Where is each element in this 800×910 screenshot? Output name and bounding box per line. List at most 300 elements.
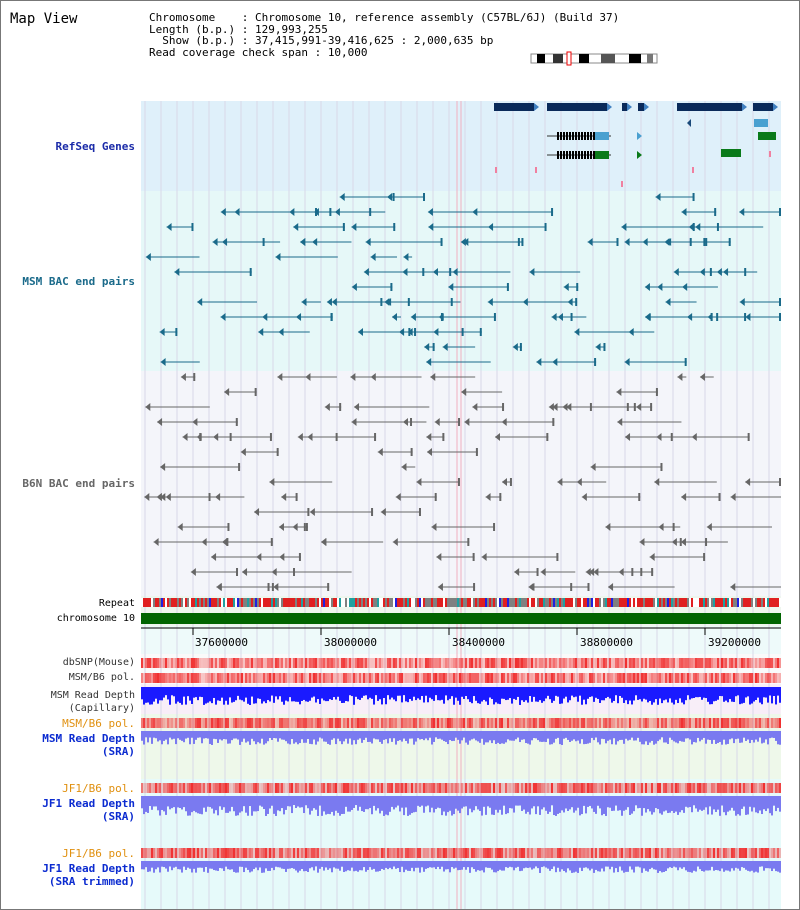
jf1-pol-strip-2 — [697, 848, 699, 858]
jf1-pol-strip-2 — [207, 848, 209, 858]
msm-sra-depth-bar — [711, 731, 713, 744]
dbsnp-strip — [575, 658, 577, 668]
msm-pol-strip — [391, 673, 393, 683]
jf1-trimmed-depth-bar — [399, 861, 401, 872]
dbsnp-strip — [327, 658, 329, 668]
msm-pol-strip — [639, 673, 641, 683]
track-label-chromosome[interactable]: chromosome 10 — [56, 613, 135, 624]
repeat-block — [685, 598, 687, 607]
jf1-pol-strip-2 — [393, 848, 395, 858]
jf1-sra-depth-bar — [641, 796, 643, 816]
msm-pol-strip — [571, 673, 573, 683]
msm-capillary-depth-bar — [147, 687, 149, 703]
msm-sra-pol-strip — [637, 718, 639, 728]
msm-capillary-depth-bar — [263, 687, 265, 701]
track-label-msm-depth-sra[interactable] — [11, 732, 135, 758]
jf1-pol-strip-2 — [293, 848, 295, 858]
repeat-block — [455, 598, 457, 607]
dbsnp-strip — [283, 658, 285, 668]
msm-sra-depth-bar — [613, 731, 615, 738]
repeat-block — [621, 598, 623, 607]
msm-pol-strip — [445, 673, 447, 683]
jf1-trimmed-depth-bar — [143, 861, 145, 869]
repeat-block — [197, 598, 199, 607]
msm-capillary-depth-bar — [755, 687, 757, 700]
jf1-pol-strip-2 — [325, 848, 327, 858]
track-label-msm-b6-pol[interactable]: MSM/B6 pol. — [68, 672, 135, 683]
msm-capillary-depth-bar — [681, 687, 683, 703]
msm-capillary-depth-bar — [153, 687, 155, 702]
msm-sra-pol-strip — [173, 718, 175, 728]
jf1-pol-strip-2 — [593, 848, 595, 858]
jf1-trimmed-depth-bar — [479, 861, 481, 871]
msm-sra-depth-bar — [159, 731, 161, 740]
msm-capillary-depth-bar — [767, 687, 769, 703]
jf1-pol-strip — [581, 783, 583, 793]
jf1-trimmed-depth-bar — [559, 861, 561, 872]
jf1-sra-depth-bar — [531, 796, 533, 808]
jf1-pol-strip-2 — [457, 848, 459, 858]
msm-sra-depth-bar — [215, 731, 217, 739]
jf1-pol-strip — [335, 783, 337, 793]
msm-sra-depth-bar — [153, 731, 155, 738]
jf1-pol-strip — [473, 783, 475, 793]
jf1-pol-strip — [229, 783, 231, 793]
repeat-block — [567, 598, 569, 607]
msm-capillary-depth-bar — [161, 687, 163, 700]
jf1-sra-depth-bar — [445, 796, 447, 816]
msm-capillary-depth-bar — [583, 687, 585, 700]
msm-pol-strip — [469, 673, 471, 683]
jf1-sra-depth-bar — [669, 796, 671, 813]
msm-sra-depth-bar — [279, 731, 281, 738]
jf1-pol-strip — [391, 783, 393, 793]
msm-sra-depth-bar — [247, 731, 249, 741]
msm-pol-strip — [371, 673, 373, 683]
jf1-pol-strip-2 — [387, 848, 389, 858]
jf1-sra-depth-bar — [151, 796, 153, 810]
repeat-block — [319, 598, 321, 607]
jf1-pol-strip-2 — [269, 848, 271, 858]
jf1-pol-strip-2 — [257, 848, 259, 858]
msm-sra-depth-bar — [345, 731, 347, 739]
track-label-msm-bac[interactable]: MSM BAC end pairs — [22, 275, 135, 288]
msm-capillary-depth-bar — [547, 687, 549, 696]
jf1-pol-strip-2 — [583, 848, 585, 858]
jf1-trimmed-depth-bar — [561, 861, 563, 869]
msm-sra-depth-bar — [527, 731, 529, 744]
jf1-pol-strip-2 — [333, 848, 335, 858]
jf1-pol-strip-2 — [673, 848, 675, 858]
dbsnp-strip — [591, 658, 593, 668]
jf1-pol-strip — [535, 783, 537, 793]
dbsnp-strip — [249, 658, 251, 668]
msm-capillary-depth-bar — [467, 687, 469, 699]
jf1-pol-strip-2 — [503, 848, 505, 858]
msm-sra-pol-strip — [361, 718, 363, 728]
repeat-block — [757, 598, 759, 607]
jf1-trimmed-depth-bar — [409, 861, 411, 871]
msm-capillary-depth-bar — [627, 687, 629, 704]
track-label-b6n-bac[interactable]: B6N BAC end pairs — [22, 477, 135, 490]
msm-capillary-depth-bar — [649, 687, 651, 701]
msm-sra-depth-bar — [281, 731, 283, 740]
repeat-block — [239, 598, 241, 607]
track-label-msm-depth-capillary[interactable] — [11, 689, 135, 715]
jf1-trimmed-depth-bar — [563, 861, 565, 871]
msm-pol-strip — [381, 673, 383, 683]
msm-sra-pol-strip — [697, 718, 699, 728]
jf1-pol-strip — [429, 783, 431, 793]
dbsnp-strip — [311, 658, 313, 668]
jf1-pol-strip-2 — [485, 848, 487, 858]
dbsnp-strip — [615, 658, 617, 668]
msm-sra-depth-bar — [571, 731, 573, 741]
dbsnp-strip — [537, 658, 539, 668]
jf1-pol-strip-2 — [379, 848, 381, 858]
msm-sra-pol-strip — [169, 718, 171, 728]
jf1-pol-strip — [707, 783, 709, 793]
msm-sra-pol-strip — [623, 718, 625, 728]
msm-sra-depth-bar — [379, 731, 381, 742]
dbsnp-strip — [593, 658, 595, 668]
dbsnp-strip — [237, 658, 239, 668]
msm-capillary-depth-bar — [459, 687, 461, 705]
dbsnp-strip — [405, 658, 407, 668]
dbsnp-strip — [731, 658, 733, 668]
msm-sra-pol-strip — [381, 718, 383, 728]
msm-capillary-depth-bar — [371, 687, 373, 699]
jf1-trimmed-depth-bar — [529, 861, 531, 868]
msm-capillary-depth-bar — [405, 687, 407, 701]
msm-pol-strip — [615, 673, 617, 683]
jf1-trimmed-depth-bar — [457, 861, 459, 870]
dbsnp-strip — [585, 658, 587, 668]
msm-sra-pol-strip — [715, 718, 717, 728]
jf1-sra-depth-bar — [309, 796, 311, 815]
track-label-msm-b6-pol-sra[interactable]: MSM/B6 pol. — [62, 717, 135, 730]
msm-sra-pol-strip — [513, 718, 515, 728]
repeat-block — [695, 598, 697, 607]
repeat-block — [659, 598, 661, 607]
jf1-trimmed-depth-bar — [189, 861, 191, 869]
msm-sra-depth-bar — [249, 731, 251, 745]
msm-capillary-depth-bar — [525, 687, 527, 700]
jf1-sra-depth-bar — [369, 796, 371, 808]
msm-capillary-depth-bar — [741, 687, 743, 704]
jf1-trimmed-depth-bar — [485, 861, 487, 867]
jf1-pol-strip-2 — [663, 848, 665, 858]
jf1-sra-depth-bar — [717, 796, 719, 810]
msm-sra-depth-bar — [577, 731, 579, 741]
repeat-block — [403, 598, 405, 607]
msm-sra-depth-bar — [435, 731, 437, 737]
msm-sra-pol-strip — [773, 718, 775, 728]
msm-capillary-depth-bar — [625, 687, 627, 700]
dbsnp-strip — [273, 658, 275, 668]
refseq-gene — [622, 103, 627, 111]
dbsnp-strip — [497, 658, 499, 668]
repeat-block — [731, 598, 733, 607]
msm-pol-strip — [201, 673, 203, 683]
jf1-pol-strip — [317, 783, 319, 793]
msm-capillary-depth-bar — [539, 687, 541, 700]
dbsnp-strip — [181, 658, 183, 668]
jf1-sra-depth-bar — [515, 796, 517, 806]
msm-capillary-depth-bar — [143, 687, 145, 705]
msm-pol-strip — [425, 673, 427, 683]
msm-pol-strip — [547, 673, 549, 683]
msm-pol-strip — [325, 673, 327, 683]
jf1-pol-strip-2 — [187, 848, 189, 858]
jf1-sra-depth-bar — [659, 796, 661, 813]
msm-capillary-depth-bar — [457, 687, 459, 701]
msm-capillary-depth-bar — [697, 687, 699, 697]
jf1-sra-depth-bar — [527, 796, 529, 812]
msm-capillary-depth-bar — [283, 687, 285, 705]
jf1-trimmed-depth-bar — [173, 861, 175, 868]
msm-capillary-depth-bar — [761, 687, 763, 704]
repeat-block — [427, 598, 429, 607]
jf1-pol-strip — [465, 783, 467, 793]
msm-pol-strip — [299, 673, 301, 683]
msm-pol-strip — [239, 673, 241, 683]
dbsnp-strip — [553, 658, 555, 668]
repeat-block — [671, 598, 673, 607]
dbsnp-strip — [339, 658, 341, 668]
msm-bac-pair-end — [521, 238, 523, 246]
msm-sra-pol-strip — [777, 718, 779, 728]
jf1-pol-strip-2 — [625, 848, 627, 858]
jf1-sra-depth-bar — [495, 796, 497, 810]
msm-pol-strip — [177, 673, 179, 683]
dbsnp-strip — [147, 658, 149, 668]
msm-pol-strip — [689, 673, 691, 683]
msm-sra-pol-strip — [151, 718, 153, 728]
track-label-jf1-depth-trimmed[interactable] — [11, 862, 135, 888]
msm-sra-pol-strip — [755, 718, 757, 728]
jf1-trimmed-depth-bar — [397, 861, 399, 868]
msm-pol-strip — [289, 673, 291, 683]
msm-sra-depth-bar — [365, 731, 367, 738]
msm-capillary-depth-bar — [439, 687, 441, 700]
msm-capillary-depth-bar — [451, 687, 453, 696]
jf1-sra-depth-bar — [723, 796, 725, 812]
jf1-trimmed-depth-bar — [607, 861, 609, 867]
jf1-pol-strip — [587, 783, 589, 793]
jf1-sra-depth-bar — [481, 796, 483, 816]
msm-sra-depth-bar — [667, 731, 669, 744]
msm-sra-pol-strip — [387, 718, 389, 728]
msm-capillary-depth-bar — [197, 687, 199, 700]
track-label-dbsnp[interactable]: dbSNP(Mouse) — [62, 657, 135, 668]
msm-capillary-depth-bar — [623, 687, 625, 703]
msm-pol-strip — [229, 673, 231, 683]
jf1-pol-strip-2 — [401, 848, 403, 858]
dbsnp-strip — [757, 658, 759, 668]
jf1-sra-depth-bar — [359, 796, 361, 807]
b6n-bac-pair-end — [656, 388, 658, 396]
jf1-sra-depth-bar — [617, 796, 619, 811]
repeat-block — [641, 598, 643, 607]
jf1-pol-strip — [731, 783, 733, 793]
jf1-sra-depth-bar — [411, 796, 413, 813]
track-label-jf1-depth-sra[interactable] — [11, 797, 135, 823]
jf1-pol-strip-2 — [675, 848, 677, 858]
jf1-trimmed-depth-bar — [455, 861, 457, 868]
msm-sra-pol-strip — [775, 718, 777, 728]
dbsnp-strip — [217, 658, 219, 668]
dbsnp-strip — [301, 658, 303, 668]
refseq-marker — [495, 167, 497, 173]
msm-capillary-depth-bar — [345, 687, 347, 701]
jf1-pol-strip-2 — [175, 848, 177, 858]
msm-capillary-depth-bar — [591, 687, 593, 696]
jf1-pol-strip-2 — [307, 848, 309, 858]
msm-depth-cap-line1: MSM Read Depth — [50, 690, 135, 701]
dbsnp-strip — [527, 658, 529, 668]
b6n-bac-pair-end — [410, 418, 412, 426]
b6n-bac-pair-end — [226, 538, 228, 546]
jf1-sra-depth-bar — [195, 796, 197, 812]
msm-sra-pol-strip — [159, 718, 161, 728]
msm-capillary-depth-bar — [335, 687, 337, 700]
jf1-trimmed-depth-bar — [357, 861, 359, 872]
msm-sra-depth-bar — [445, 731, 447, 742]
msm-pol-strip — [761, 673, 763, 683]
jf1-pol-strip-2 — [241, 848, 243, 858]
jf1-pol-strip-2 — [355, 848, 357, 858]
msm-sra-pol-strip — [739, 718, 741, 728]
msm-sra-pol-strip — [673, 718, 675, 728]
jf1-pol-strip-2 — [245, 848, 247, 858]
msm-pol-strip — [379, 673, 381, 683]
msm-sra-depth-bar — [415, 731, 417, 742]
jf1-trimmed-depth-bar — [293, 861, 295, 869]
msm-sra-depth-bar — [457, 731, 459, 740]
msm-bac-pair-end — [779, 298, 781, 306]
track-label-jf1-b6-pol[interactable]: JF1/B6 pol. — [62, 782, 135, 795]
jf1-sra-depth-bar — [715, 796, 717, 812]
msm-bac-pair-end — [422, 268, 424, 276]
jf1-pol-strip-2 — [341, 848, 343, 858]
jf1-pol-strip-2 — [161, 848, 163, 858]
msm-pol-strip — [169, 673, 171, 683]
msm-sra-pol-strip — [167, 718, 169, 728]
msm-pol-strip — [407, 673, 409, 683]
msm-pol-strip — [437, 673, 439, 683]
track-label-refseq[interactable]: RefSeq Genes — [55, 140, 135, 153]
dbsnp-strip — [625, 658, 627, 668]
jf1-trimmed-depth-bar — [501, 861, 503, 871]
msm-pol-strip — [619, 673, 621, 683]
jf1-sra-depth-bar — [737, 796, 739, 814]
msm-sra-pol-strip — [219, 718, 221, 728]
msm-capillary-depth-bar — [483, 687, 485, 700]
jf1-pol-strip-2 — [185, 848, 187, 858]
msm-pol-strip — [513, 673, 515, 683]
dbsnp-strip — [647, 658, 649, 668]
jf1-sra-depth-bar — [387, 796, 389, 815]
jf1-pol-strip-2 — [287, 848, 289, 858]
repeat-block — [663, 598, 665, 607]
msm-sra-pol-strip — [367, 718, 369, 728]
repeat-block — [729, 598, 731, 607]
msm-pol-strip — [621, 673, 623, 683]
msm-sra-pol-strip — [259, 718, 261, 728]
dbsnp-strip — [377, 658, 379, 668]
jf1-pol-strip-2 — [497, 848, 499, 858]
jf1-pol-strip-2 — [431, 848, 433, 858]
msm-sra-pol-strip — [649, 718, 651, 728]
msm-pol-strip — [281, 673, 283, 683]
dbsnp-strip — [753, 658, 755, 668]
jf1-sra-depth-bar — [373, 796, 375, 806]
repeat-block — [171, 598, 173, 607]
jf1-pol-strip-2 — [695, 848, 697, 858]
msm-capillary-depth-bar — [481, 687, 483, 702]
msm-pol-strip — [363, 673, 365, 683]
track-label-jf1-b6-pol-2[interactable]: JF1/B6 pol. — [62, 847, 135, 860]
msm-sra-depth-bar — [655, 731, 657, 744]
jf1-pol-strip-2 — [215, 848, 217, 858]
jf1-pol-strip-2 — [427, 848, 429, 858]
jf1-sra-depth-bar — [167, 796, 169, 806]
dbsnp-strip — [205, 658, 207, 668]
msm-sra-depth-bar — [149, 731, 151, 738]
jf1-pol-strip-2 — [495, 848, 497, 858]
repeat-block — [393, 598, 395, 607]
dbsnp-strip — [709, 658, 711, 668]
msm-pol-strip — [165, 673, 167, 683]
jf1-sra-depth-bar — [667, 796, 669, 813]
repeat-block — [441, 598, 443, 607]
jf1-trimmed-depth-bar — [619, 861, 621, 867]
msm-capillary-depth-bar — [181, 687, 183, 705]
jf1-trimmed-depth-bar — [765, 861, 767, 868]
dbsnp-strip — [365, 658, 367, 668]
msm-capillary-depth-bar — [211, 687, 213, 703]
msm-sra-pol-strip — [315, 718, 317, 728]
msm-sra-depth-bar — [545, 731, 547, 742]
msm-pol-strip — [503, 673, 505, 683]
jf1-sra-depth-bar — [295, 796, 297, 808]
msm-sra-pol-strip — [725, 718, 727, 728]
msm-sra-pol-strip — [527, 718, 529, 728]
jf1-trimmed-depth-bar — [471, 861, 473, 867]
msm-sra-depth-bar — [395, 731, 397, 745]
jf1-sra-depth-bar — [253, 796, 255, 811]
repeat-block — [397, 598, 399, 607]
msm-sra-depth-bar — [671, 731, 673, 740]
repeat-block — [709, 598, 711, 607]
genome-tracks-canvas[interactable] — [1, 1, 799, 909]
track-label-repeat[interactable]: Repeat — [98, 598, 135, 609]
jf1-pol-strip-2 — [561, 848, 563, 858]
msm-sra-pol-strip — [327, 718, 329, 728]
jf1-sra-depth-bar — [589, 796, 591, 806]
jf1-pol-strip-2 — [259, 848, 261, 858]
msm-pol-strip — [705, 673, 707, 683]
msm-sra-pol-strip — [615, 718, 617, 728]
msm-pol-strip — [721, 673, 723, 683]
dbsnp-strip — [199, 658, 201, 668]
b6n-bac-pair-end — [476, 448, 478, 456]
b6n-bac-pair-end — [703, 553, 705, 561]
jf1-trimmed-depth-bar — [691, 861, 693, 873]
repeat-block — [419, 598, 421, 607]
jf1-pol-strip — [359, 783, 361, 793]
